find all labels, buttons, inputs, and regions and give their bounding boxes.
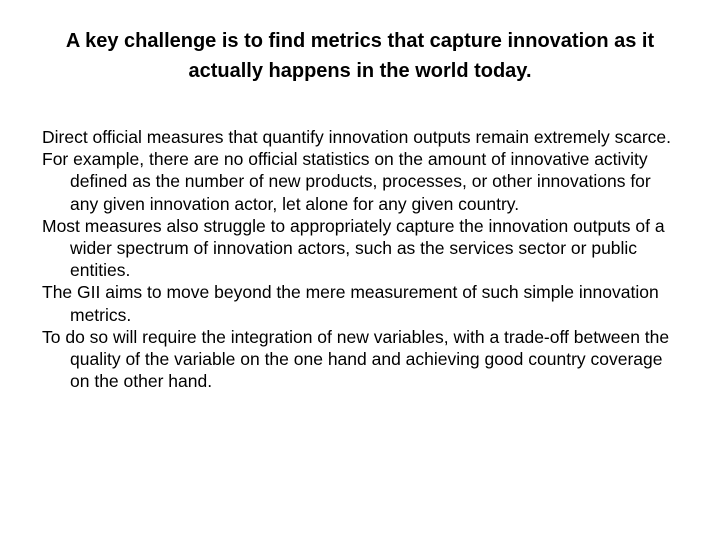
paragraph-no-official-statistics: For example, there are no official statistics on the amount of innovative activity defined as the number of new products, processes, or other innovations for any given innovation actor, let alone for any given country.	[42, 149, 651, 214]
paragraph-gii-aims: The GII aims to move beyond the mere measurement of such simple innovation metrics.	[42, 282, 659, 325]
paragraph-scarce-measures: Direct official measures that quantify innovation outputs remain extremely scarce.	[42, 127, 672, 147]
paragraph-new-variables: To do so will require the integration of new variables, with a trade-off between the quality of the variable on the one hand and achieving good country coverage on the other hand.	[42, 326, 670, 392]
paragraph-wider-spectrum: Most measures also struggle to appropriately capture the innovation outputs of a wider spectrum of innovation actors, such as the services sector or public entities.	[42, 215, 665, 281]
slide-body	[42, 126, 682, 392]
slide-title: A key challenge is to find metrics that capture innovation as it actually happens in the world today.	[65, 30, 655, 82]
